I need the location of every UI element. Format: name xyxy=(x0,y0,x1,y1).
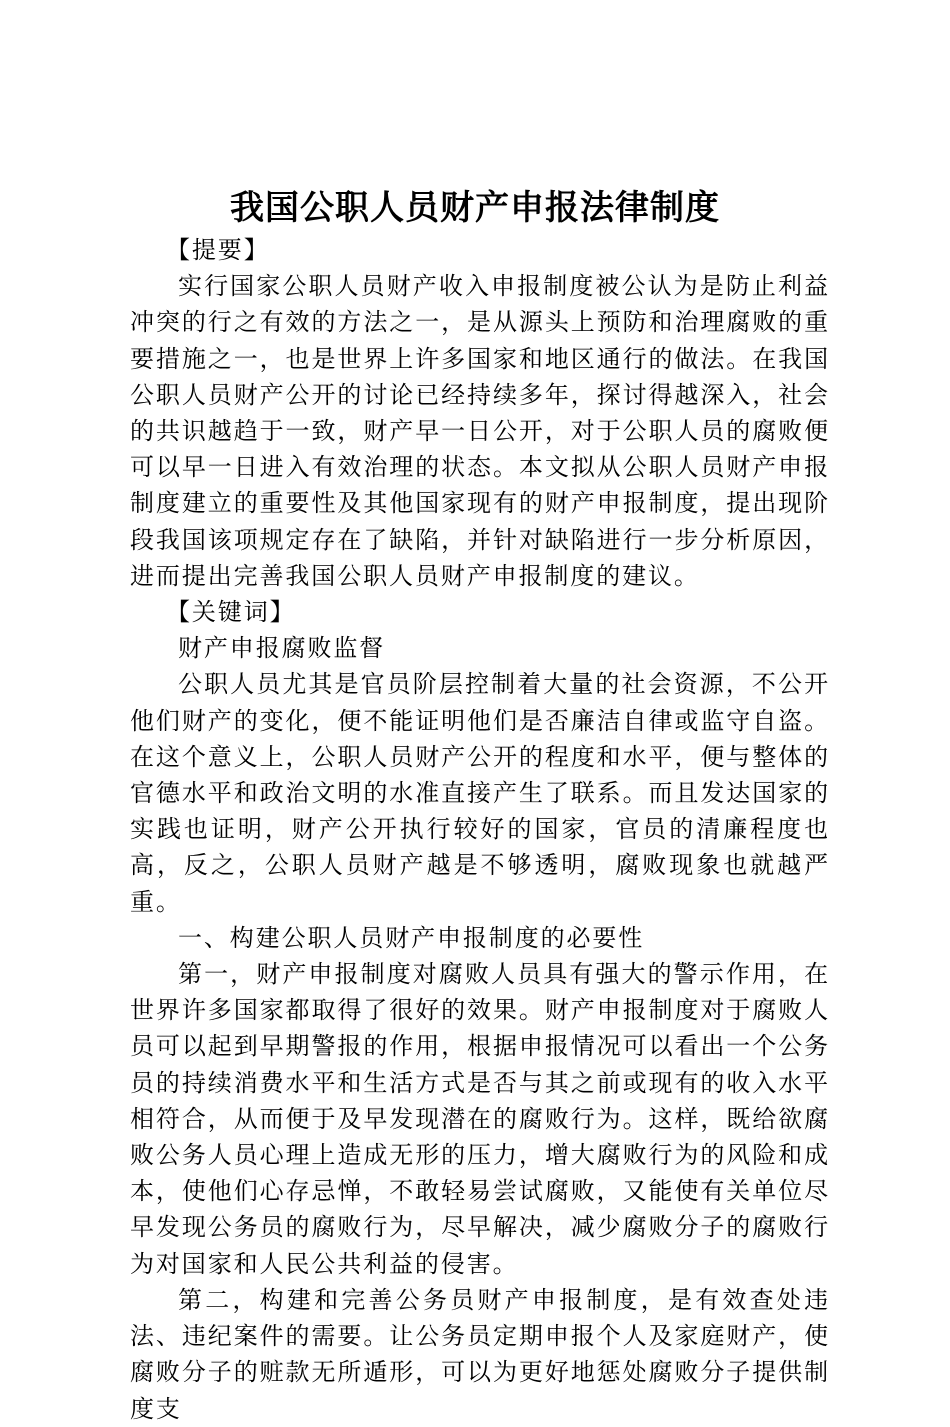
document-body xyxy=(130,232,830,1427)
abstract-paragraph: 实行国家公职人员财产收入申报制度被公认为是防止利益冲突的行之有效的方法之一，是从源头上预防和治理腐败的重要措施之一，也是世界上许多国家和地区通行的做法。在我国公职人员财产公开的讨论已经持续多年，探讨得越深入，社会的共识越趋于一致，财产早一日公开，对于公职人员的腐败便可以早一日进入有效治理的状态。本文拟从公职人员财产申报制度建立的重要性及其他国家现有的财产申报制度，提出现阶段我国该项规定存在了缺陷，并针对缺陷进行一步分析原因，进而提出完善我国公职人员财产申报制度的建议。 xyxy=(130,272,830,590)
paragraph-second: 第二，构建和完善公务员财产申报制度，是有效查处违法、违纪案件的需要。让公务员定期申报个人及家庭财产，使腐败分子的赃款无所遁形，可以为更好地惩处腐败分子提供制度支 xyxy=(130,1285,830,1423)
paragraph-first: 第一，财产申报制度对腐败人员具有强大的警示作用，在世界许多国家都取得了很好的效果。财产申报制度对于腐败人员可以起到早期警报的作用，根据申报情况可以看出一个公务员的持续消费水平和生活方式是否与其之前或现有的收入水平相符合，从而便于及早发现潜在的腐败行为。这样，既给欲腐败公务人员心理上造成无形的压力，增大腐败行为的风险和成本，使他们心存忌惮，不敢轻易尝试腐败，又能使有关单位尽早发现公务员的腐败行为，尽早解决，减少腐败分子的腐败行为对国家和人民公共利益的侵害。 xyxy=(130,960,830,1278)
intro-paragraph: 公职人员尤其是官员阶层控制着大量的社会资源，不公开他们财产的变化，便不能证明他们是否廉洁自律或监守自盗。在这个意义上，公职人员财产公开的程度和水平，便与整体的官德水平和政治文明的水准直接产生了联系。而且发达国家的实践也证明，财产公开执行较好的国家，官员的清廉程度也高，反之，公职人员财产越是不够透明，腐败现象也就越严重。 xyxy=(130,670,830,916)
document-title: 我国公职人员财产申报法律制度 xyxy=(230,188,720,228)
keywords-label: 【关键词】 xyxy=(166,598,296,627)
keywords-text: 财产申报腐败监督 xyxy=(178,634,386,663)
section-heading: 一、构建公职人员财产申报制度的必要性 xyxy=(178,923,645,952)
abstract-label: 【提要】 xyxy=(166,236,270,264)
